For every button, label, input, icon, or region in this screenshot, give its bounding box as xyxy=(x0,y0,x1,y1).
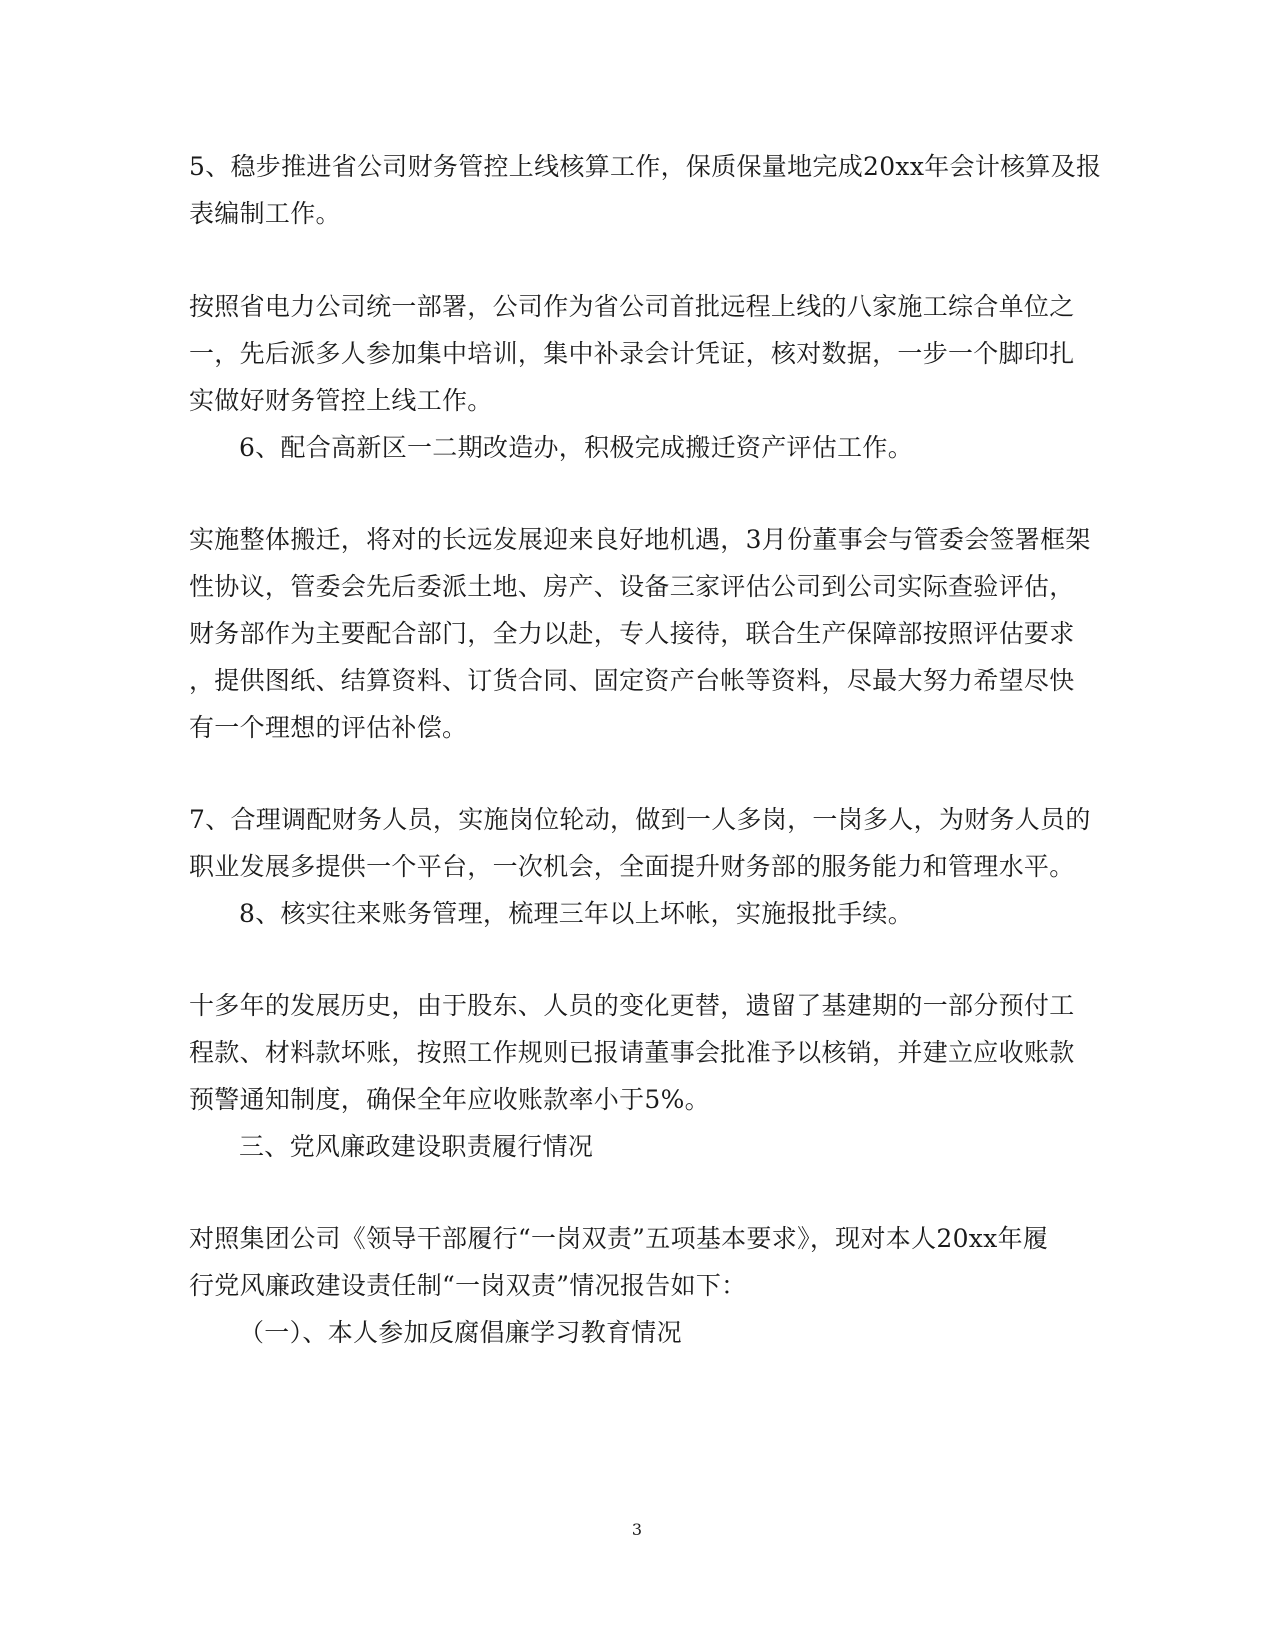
paragraph-5-line-2: 表编制工作。 xyxy=(189,199,341,228)
subsection-1-heading: （一）、本人参加反腐倡廉学习教育情况 xyxy=(239,1318,682,1347)
paragraph-5-detail-line-3: 实做好财务管控上线工作。 xyxy=(189,386,493,415)
paragraph-6-detail-line-2: 性协议，管委会先后委派土地、房产、设备三家评估公司到公司实际查验评估， xyxy=(189,572,1075,601)
paragraph-6-detail-line-4: ，提供图纸、结算资料、订货合同、固定资产台帐等资料，尽最大努力希望尽快 xyxy=(189,666,1075,695)
paragraph-6-detail-line-1: 实施整体搬迁，将对的长远发展迎来良好地机遇，3月份董事会与管委会签署框架 xyxy=(189,525,1091,554)
paragraph-8-heading: 8、核实往来账务管理，梳理三年以上坏帐，实施报批手续。 xyxy=(239,899,914,928)
paragraph-8-detail-line-2: 程款、材料款坏账，按照工作规则已报请董事会批准予以核销，并建立应收账款 xyxy=(189,1038,1075,1067)
section-3-heading: 三、党风廉政建设职责履行情况 xyxy=(239,1132,594,1161)
page-number: 3 xyxy=(631,1520,643,1539)
paragraph-5-line-1: 5、稳步推进省公司财务管控上线核算工作，保质保量地完成20xx年会计核算及报 xyxy=(189,152,1102,181)
paragraph-7-line-2: 职业发展多提供一个平台，一次机会，全面提升财务部的服务能力和管理水平。 xyxy=(189,852,1075,881)
paragraph-8-detail-line-3: 预警通知制度，确保全年应收账款率小于5%。 xyxy=(189,1085,710,1114)
section-3-intro-line-1: 对照集团公司《领导干部履行“一岗双责”五项基本要求》，现对本人20xx年履 xyxy=(189,1224,1049,1253)
paragraph-5-detail-line-2: 一，先后派多人参加集中培训，集中补录会计凭证，核对数据，一步一个脚印扎 xyxy=(189,339,1075,368)
section-3-intro-line-2: 行党风廉政建设责任制“一岗双责”情况报告如下： xyxy=(189,1271,747,1300)
paragraph-6-detail-line-3: 财务部作为主要配合部门，全力以赴，专人接待，联合生产保障部按照评估要求 xyxy=(189,619,1075,648)
paragraph-7-line-1: 7、合理调配财务人员，实施岗位轮动，做到一人多岗，一岗多人，为财务人员的 xyxy=(189,805,1091,834)
paragraph-5-detail-line-1: 按照省电力公司统一部署，公司作为省公司首批远程上线的八家施工综合单位之 xyxy=(189,292,1075,321)
paragraph-6-detail-line-5: 有一个理想的评估补偿。 xyxy=(189,713,468,742)
paragraph-6-heading: 6、配合高新区一二期改造办，积极完成搬迁资产评估工作。 xyxy=(239,433,914,462)
paragraph-8-detail-line-1: 十多年的发展历史，由于股东、人员的变化更替，遗留了基建期的一部分预付工 xyxy=(189,991,1075,1020)
